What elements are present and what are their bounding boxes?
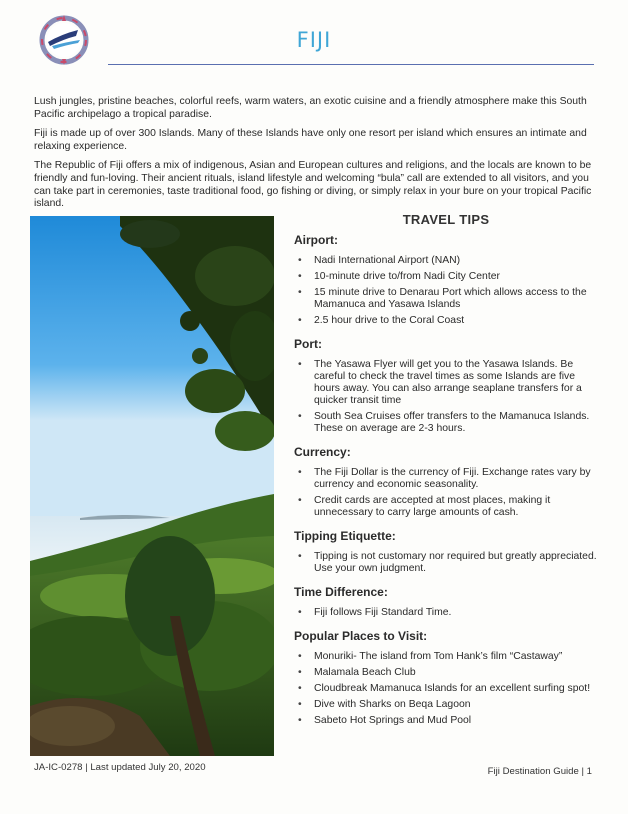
list-item: • Nadi International Airport (NAN) bbox=[314, 255, 598, 267]
list-item: • Sabeto Hot Springs and Mud Pool bbox=[314, 715, 598, 727]
popular-places-section bbox=[294, 629, 598, 727]
document-id-footer: JA-IC-0278 | Last updated July 20, 2020 bbox=[34, 762, 206, 773]
intro-paragraph: The Republic of Fiji offers a mix of indigenous, Asian and European cultures and religions, and the locals are known to be friendly and fun-loving. Their ancient rituals, island lifestyle and welcoming “bula” call are extended to all visitors, and you can take part in ceremonies, taste traditional food, go fishing or diving, or simply relax in your bure on your tropical Pacific island. bbox=[34, 160, 592, 210]
time-difference-section bbox=[294, 585, 598, 619]
intro-paragraph: Lush jungles, pristine beaches, colorful reefs, warm waters, an exotic cuisine and a friendly atmosphere make this South Pacific archipelago a tropical paradise. bbox=[34, 96, 587, 120]
page-title: FIJI bbox=[296, 28, 332, 52]
list-item: • Monuriki- The island from Tom Hank’s film “Castaway” bbox=[314, 651, 598, 663]
section-heading: Time Difference: bbox=[294, 585, 388, 599]
travel-tips-title: TRAVEL TIPS bbox=[402, 212, 490, 227]
list-item: • Tipping is not customary nor required but greatly appreciated. Use your own judgment. bbox=[314, 551, 598, 575]
list-item: • 15 minute drive to Denarau Port which allows access to the Mamanuca and Yasawa Islands bbox=[314, 287, 598, 311]
intro-section bbox=[34, 96, 594, 218]
currency-section bbox=[294, 445, 598, 519]
list-item: • Credit cards are accepted at most places, making it unnecessary to carry large amounts of cash. bbox=[314, 495, 598, 519]
list-item: • Malamala Beach Club bbox=[314, 667, 598, 679]
fiji-landscape-photo bbox=[30, 216, 274, 756]
section-heading: Tipping Etiquette: bbox=[294, 529, 396, 543]
list-item: • The Yasawa Flyer will get you to the Yasawa Islands. Be careful to check the travel times as some Islands are five hours away. You can also arrange seaplane transfers for a quicker transit time bbox=[314, 359, 598, 407]
list-item: • Dive with Sharks on Beqa Lagoon bbox=[314, 699, 598, 711]
section-heading: Currency: bbox=[294, 445, 351, 459]
list-item: • 2.5 hour drive to the Coral Coast bbox=[314, 315, 598, 327]
section-heading: Port: bbox=[294, 337, 322, 351]
travel-tips bbox=[294, 212, 598, 737]
section-heading: Popular Places to Visit: bbox=[294, 629, 428, 643]
section-heading: Airport: bbox=[294, 233, 338, 247]
list-item: • Cloudbreak Mamanuca Islands for an excellent surfing spot! bbox=[314, 683, 598, 695]
airport-section bbox=[294, 233, 598, 327]
intro-paragraph: Fiji is made up of over 300 Islands. Many of these Islands have only one resort per island which ensures an intimate and relaxing experience. bbox=[34, 128, 587, 152]
page-footer: Fiji Destination Guide | 1 bbox=[487, 766, 592, 777]
tipping-section bbox=[294, 529, 598, 575]
list-item: • 10-minute drive to/from Nadi City Center bbox=[314, 271, 598, 283]
list-item: • The Fiji Dollar is the currency of Fiji. Exchange rates vary by currency and economic seasonality. bbox=[314, 467, 598, 491]
list-item: • Fiji follows Fiji Standard Time. bbox=[314, 607, 598, 619]
list-item: • South Sea Cruises offer transfers to the Mamanuca Islands. These on average are 2-3 hours. bbox=[314, 411, 598, 435]
port-section bbox=[294, 337, 598, 435]
title-divider bbox=[108, 64, 594, 65]
